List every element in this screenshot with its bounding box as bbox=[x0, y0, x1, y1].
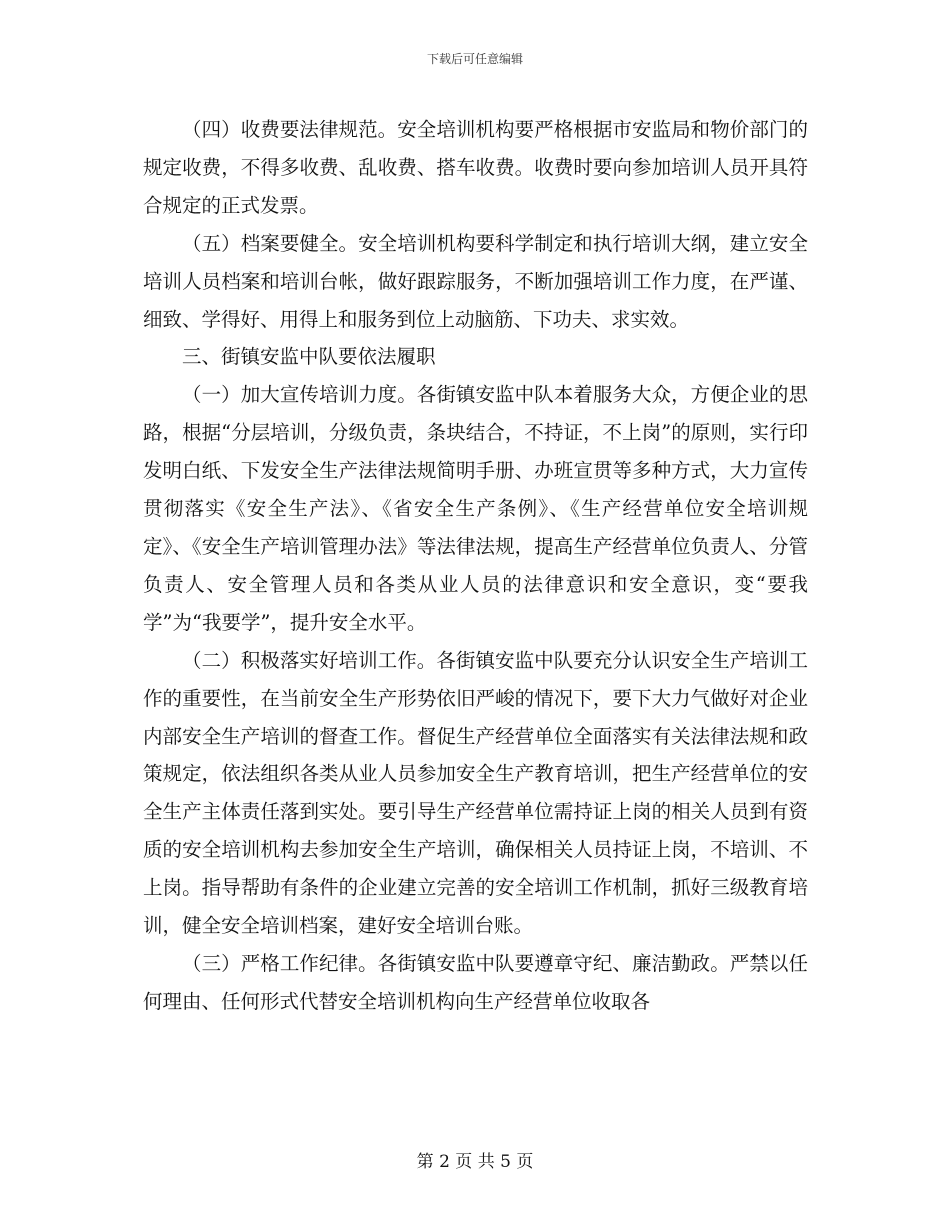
document-body bbox=[143, 111, 808, 1021]
paragraph-publicity-training: （一）加大宣传培训力度。各街镇安监中队本着服务大众，方便企业的思路，根据“分层培训，分级负责，条块结合，不持证，不上岗”的原则，实行印发明白纸、下发安全生产法律法规简明手册、办班宣贯等多种方式，大力宣传贯彻落实《安全生产法》、《省安全生产条例》、《生产经营单位安全培训规定》、《安全生产培训管理办法》等法律法规，提高生产经营单位负责人、分管负责人、安全管理人员和各类从业人员的法律意识和安全意识，变“要我学”为“我要学”，提升安全水平。 bbox=[143, 383, 808, 634]
paragraph-implement-training: （二）积极落实好培训工作。各街镇安监中队要充分认识安全生产培训工作的重要性，在当前安全生产形势依旧严峻的情况下，要下大力气做好对企业内部安全生产培训的督查工作。督促生产经营单位全面落实有关法律法规和政策规定，依法组织各类从业人员参加安全生产教育培训，把生产经营单位的安全生产主体责任落到实处。要引导生产经营单位需持证上岗的相关人员到有资质的安全培训机构去参加安全生产培训，确保相关人员持证上岗，不培训、不上岗。指导帮助有条件的企业建立完善的安全培训工作机制，抓好三级教育培训，健全安全培训档案，建好安全培训台账。 bbox=[143, 648, 808, 938]
page-number-footer: 第 2 页 共 5 页 bbox=[416, 1152, 534, 1172]
page-header-note: 下载后可任意编辑 bbox=[426, 52, 523, 66]
paragraph-work-discipline: （三）严格工作纪律。各街镇安监中队要遵章守纪、廉洁勤政。严禁以任何理由、任何形式代替安全培训机构向生产经营单位收取各 bbox=[143, 951, 808, 1013]
paragraph-fee-regulation: （四）收费要法律规范。安全培训机构要严格根据市安监局和物价部门的规定收费，不得多收费、乱收费、搭车收费。收费时要向参加培训人员开具符合规定的正式发票。 bbox=[143, 118, 808, 217]
paragraph-archive: （五）档案要健全。安全培训机构要科学制定和执行培训大纲，建立安全培训人员档案和培训台帐，做好跟踪服务，不断加强培训工作力度，在严谨、细致、学得好、用得上和服务到位上动脑筋、下功夫、求实效。 bbox=[143, 231, 808, 331]
section-heading-town-duties: 三、街镇安监中队要依法履职 bbox=[182, 345, 436, 369]
